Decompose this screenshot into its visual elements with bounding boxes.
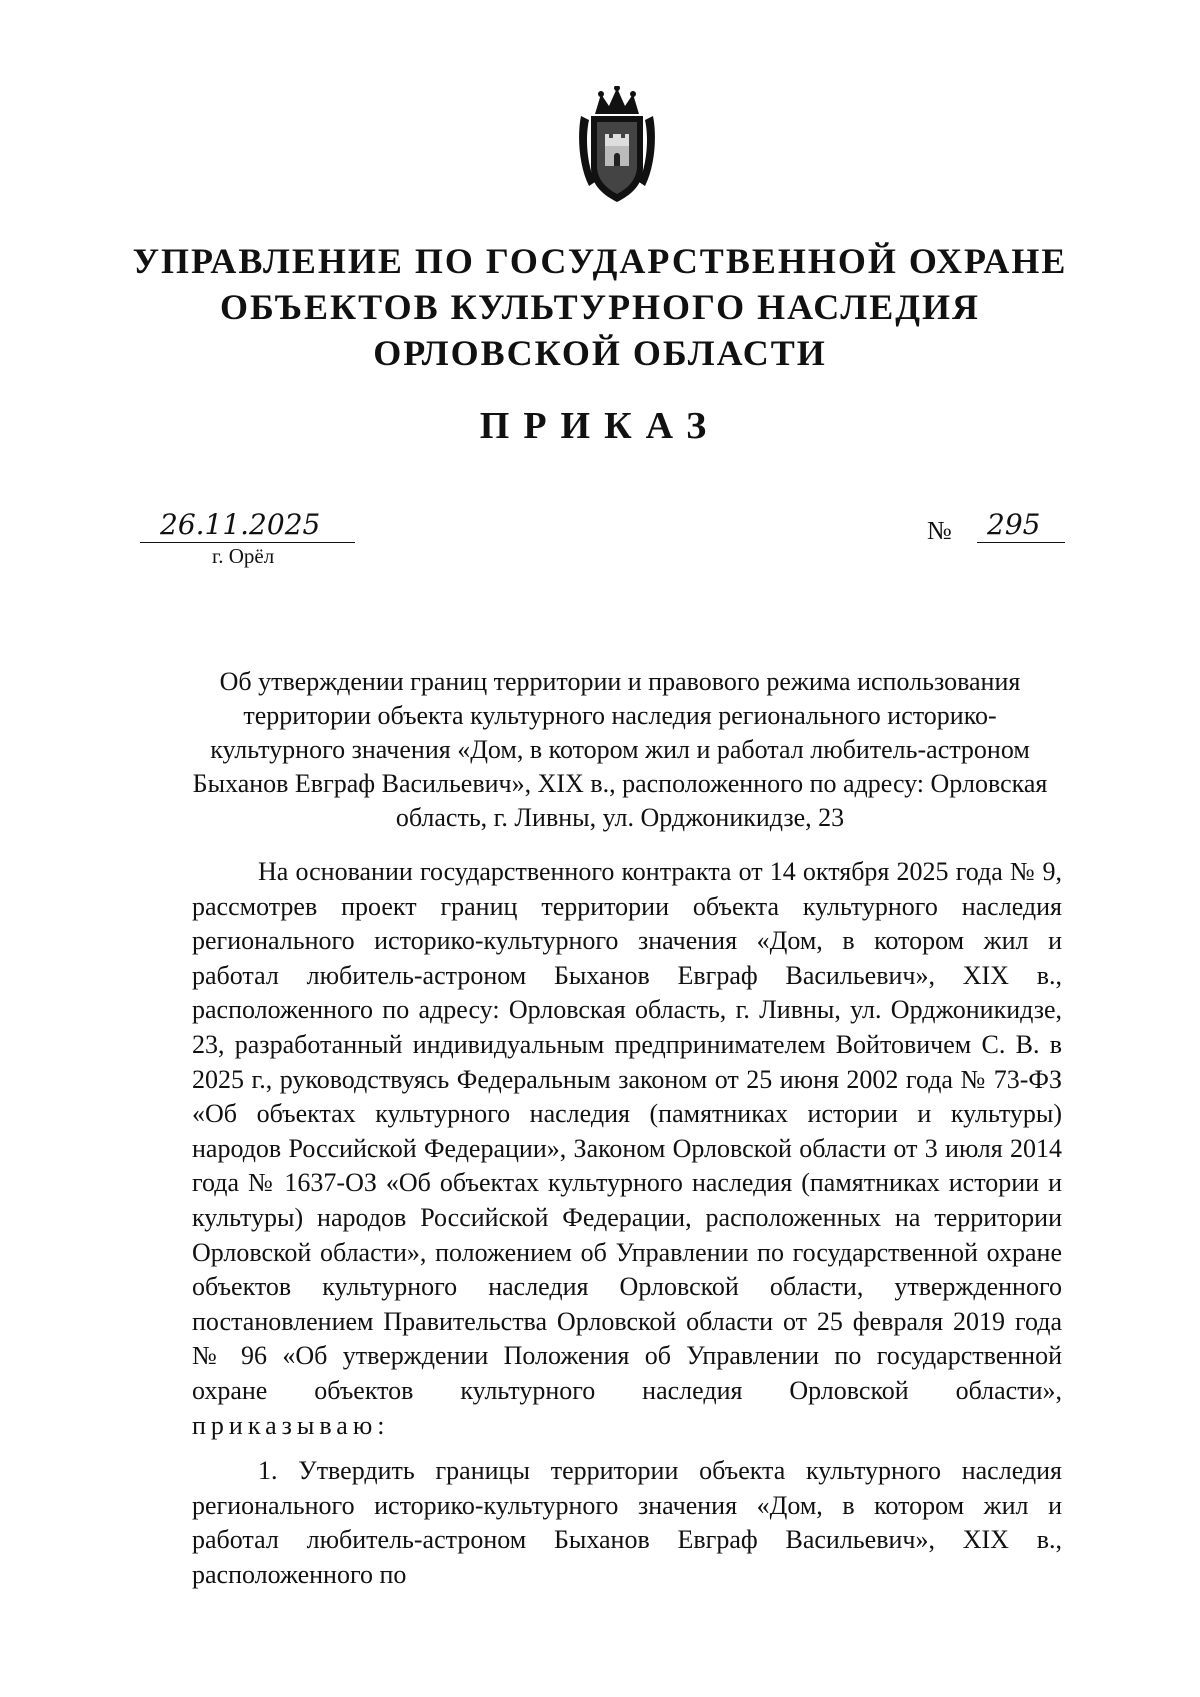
basis-paragraph bbox=[192, 855, 1062, 1443]
date-underline bbox=[140, 542, 355, 543]
item-1-paragraph: 1. Утвердить границы территории объекта культурного наследия регионального историко-культурного значения «Дом, в котором жил и работал любитель-астроном Быханов Евграф Васильевич», XIX в., расположенного по bbox=[192, 1456, 1062, 1589]
header-line-2: ОБЪЕКТОВ КУЛЬТУРНОГО НАСЛЕДИЯ bbox=[220, 287, 980, 327]
header-line-3: ОРЛОВСКОЙ ОБЛАСТИ bbox=[373, 333, 827, 373]
document-type-title: ПРИКАЗ bbox=[479, 405, 721, 447]
handwritten-number: 295 bbox=[987, 508, 1041, 541]
handwritten-date: 26.11.2025 bbox=[160, 508, 321, 541]
number-sign: № bbox=[927, 516, 952, 545]
header-line-1: УПРАВЛЕНИЕ ПО ГОСУДАРСТВЕННОЙ ОХРАНЕ bbox=[132, 241, 1068, 281]
city-label: г. Орёл bbox=[212, 544, 275, 568]
coat-of-arms-icon bbox=[575, 86, 659, 204]
basis-text: На основании государственного контракта от 14 октября 2025 года № 9, рассмотрев проект границ территории объекта культурного наследия регионального историко-культурного значения «Дом, в котором жил и работал любитель-астроном Быханов Евграф Васильевич», XIX в., расположенного по адресу: Орловская область, г. Ливны, ул. Орджоникидзе, 23, разработанный индивидуальным предпринимателем Войтовичем С. В. в 2025 г., руководствуясь Федеральным законом от 25 июня 2002 года № 73-ФЗ «Об объектах культурного наследия (памятниках истории и культуры) народов Российской Федерации», Законом Орловской области от 3 июля 2014 года № 1637-ОЗ «Об объектах культурного наследия (памятниках истории и культуры) народов Российской Федерации, расположенных на территории Орловской области», положением об Управлении по государственной охране объектов культурного наследия Орловской области, утвержденного постановлением Правительства Орловской области от 25 февраля 2019 года № 96 «Об утверждении Положения об Управлении по государственной охране объектов культурного наследия Орловской области», bbox=[192, 857, 1062, 1405]
number-underline bbox=[977, 542, 1065, 543]
order-word: приказываю: bbox=[192, 1410, 390, 1440]
authority-header bbox=[0, 238, 1200, 376]
document-subject: Об утверждении границ территории и правового режима использования территории объекта культурного наследия регионального историко-культурного значения «Дом, в котором жил и работал любитель-астроном Быханов Евграф Васильевич», XIX в., расположенного по адресу: Орловская область, г. Ливны, ул. Орджоникидзе, 23 bbox=[192, 667, 1048, 832]
